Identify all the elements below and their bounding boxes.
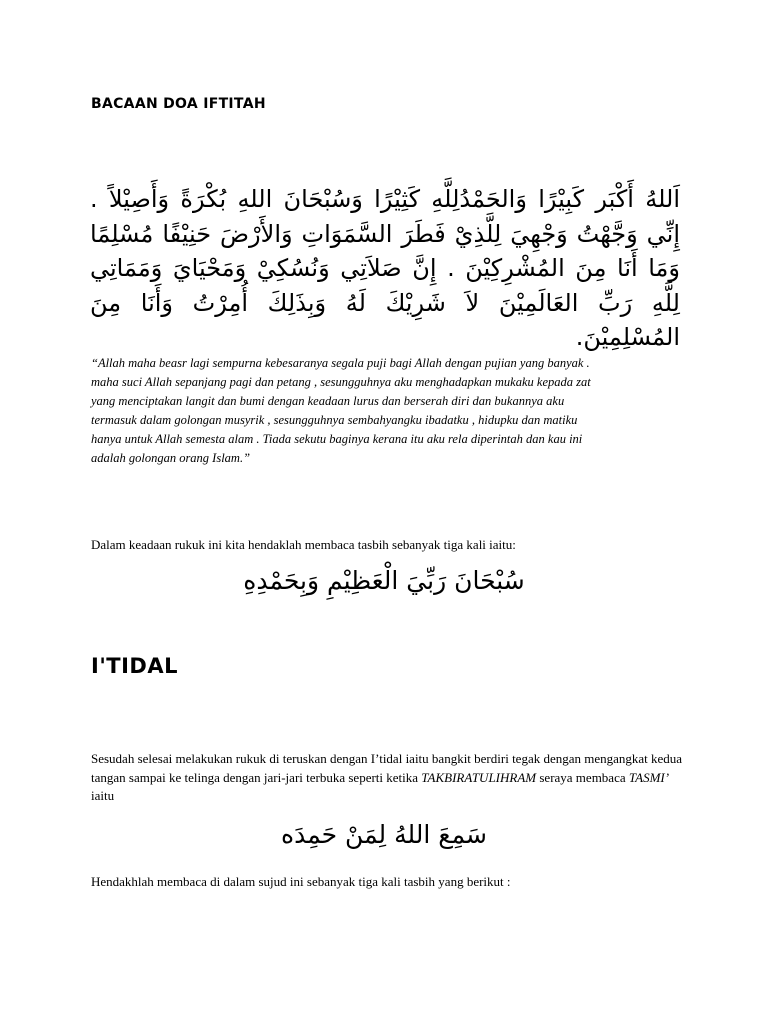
itidal-intro — [91, 750, 691, 806]
iftitah-heading: BACAAN DOA IFTITAH — [91, 96, 266, 112]
sujud-intro: Hendakhlah membaca di dalam sujud ini sebanyak tiga kali tasbih yang berikut : — [91, 874, 511, 889]
itidal-intro-text-2: seraya membaca — [536, 769, 629, 785]
iftitah-translation: “Allah maha beasr lagi sempurna kebesaranya segala puji bagi Allah dengan pujian yang banyak . maha suci Allah sepanjang pagi dan petang , sesungguhnya aku menghadapkan mukaku kepada zat yang menciptakan langit dan bumi dengan keadaan lurus dan berserah diri dan bukannya aku termasuk dalam golongan musyrik , sesungguhnya sembahyangku ibadatku , hidupku dan matiku hanya untuk Allah semesta alam . Tiada sekutu baginya kerana itu aku rela diperintah dan kau ini adalah golongan orang Islam.” — [91, 356, 591, 465]
itidal-heading: I'TIDAL — [91, 654, 178, 678]
itidal-intro-takbir: TAKBIRATULIHRAM — [421, 769, 537, 785]
itidal-intro-text-3: iaitu — [91, 788, 115, 803]
itidal-tasmi-arabic: سَمِعَ اللهُ لِمَنْ حَمِدَه — [280, 820, 488, 849]
itidal-intro-tasmi: TASMI’ — [628, 769, 670, 785]
rukuk-intro: Dalam keadaan rukuk ini kita hendaklah membaca tasbih sebanyak tiga kali iaitu: — [91, 537, 516, 552]
iftitah-arabic-text: اَللهُ أَكْبَر كَبِيْرًا وَالحَمْدُلِلَّهِ كَثِيْرًا وَسُبْحَانَ اللهِ بُكْرَةً وَأَصِيْلاً . إِنِّي وَجَّهْتُ وَجْهِيَ لِلَّذِيْ فَطَرَ السَّمَوَاتِ وَالأَرْضَ حَنِيْفًا مُسْلِمًا وَمَا أَنَا مِنَ المُشْرِكِيْنَ . إِنَّ صَلاَتِي وَنُسُكِيْ وَمَحْيَايَ وَمَمَاتِي لِلَّهِ رَبِّ العَالَمِيْنَ لاَ شَرِيْكَ لَهُ وَبِذَلِكَ أُمِرْتُ وَأَنَا مِنَ المُسْلِمِيْنَ. — [90, 185, 680, 351]
rukuk-tasbih-arabic: سُبْحَانَ رَبِّيَ الْعَظِيْمِ وَبِحَمْدِهِ — [243, 566, 525, 595]
itidal-intro-text-1: Sesudah selesai melakukan rukuk di teruskan dengan I’tidal iaitu bangkit berdiri tegak dengan mengangkat kedua tangan sampai ke telinga dengan jari-jari terbuka seperti ketika — [91, 751, 683, 785]
